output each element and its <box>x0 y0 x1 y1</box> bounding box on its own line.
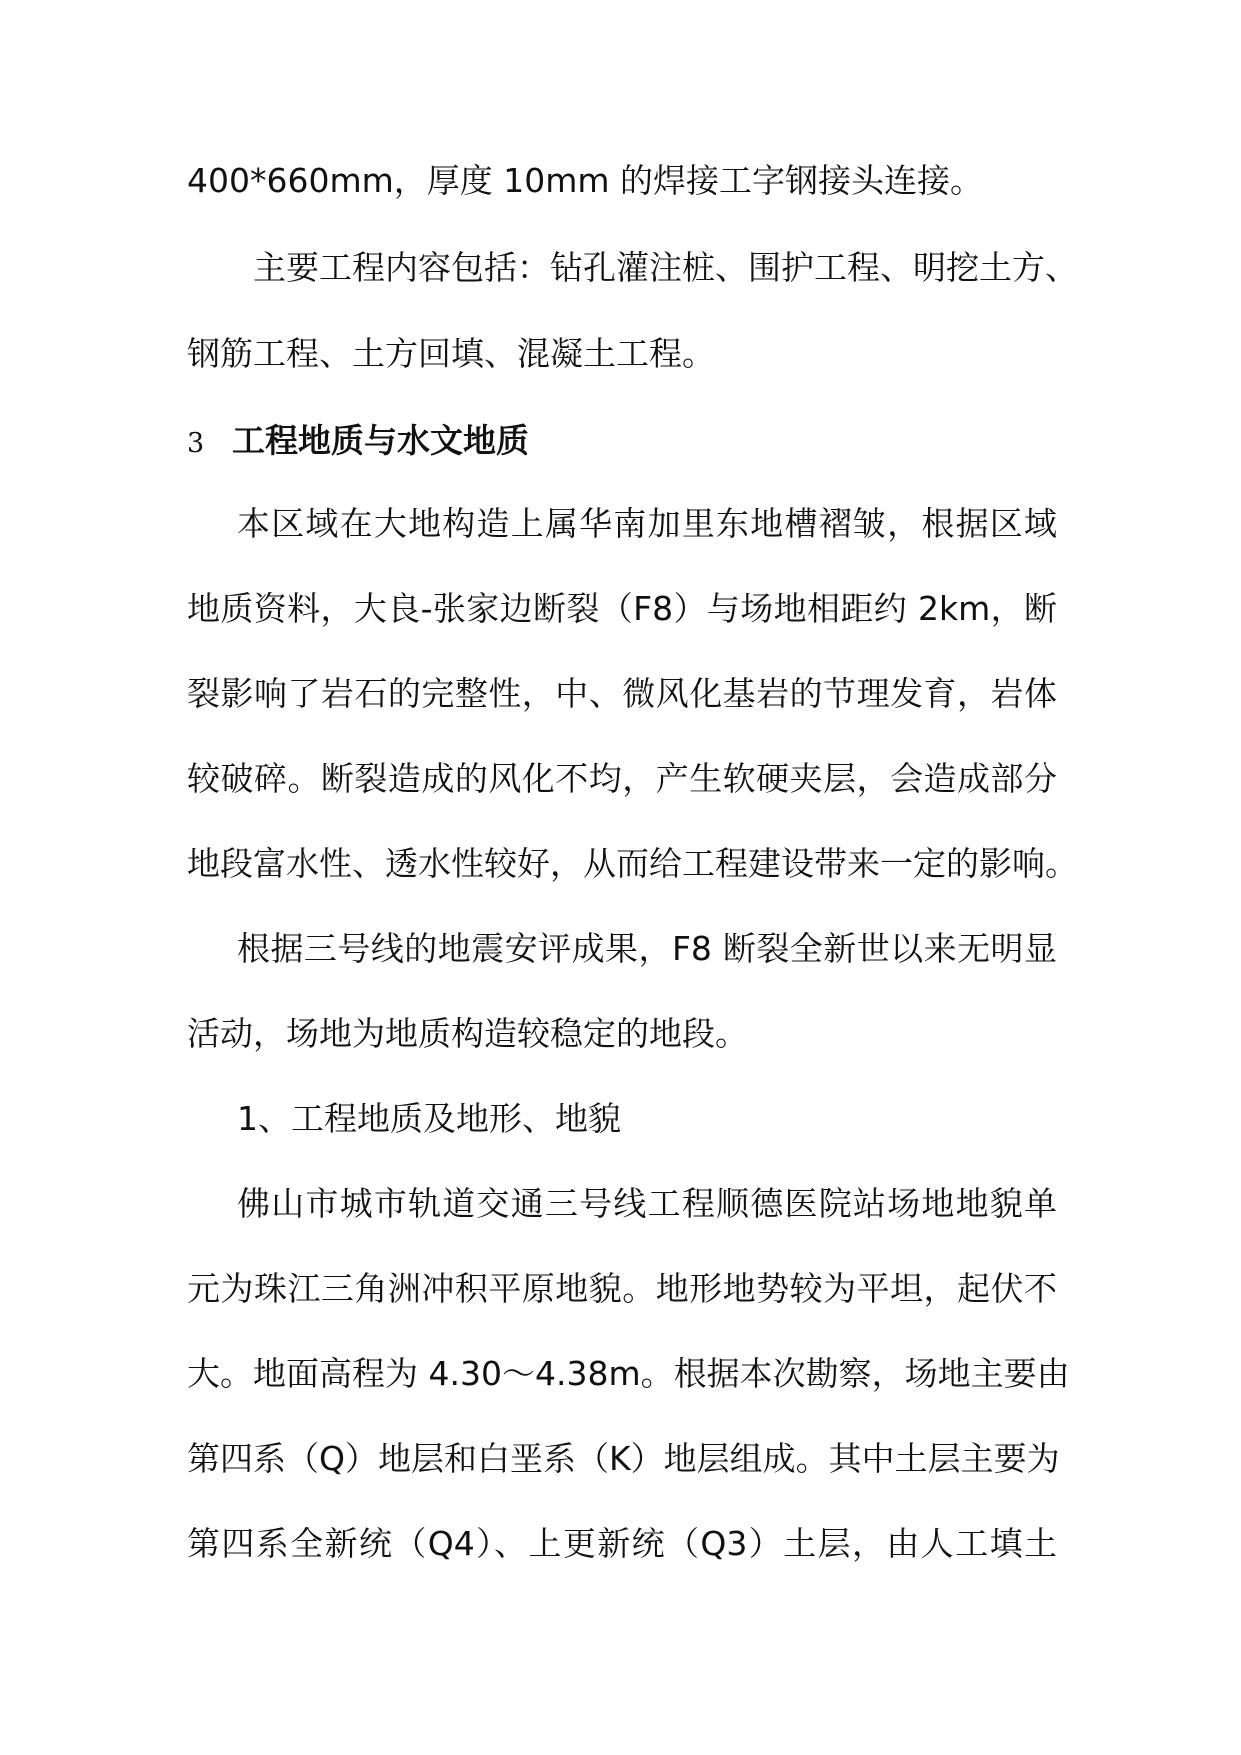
text-line: 地质资料，大良-张家边断裂（F8）与场地相距约 2km，断 <box>187 589 1057 628</box>
text-line: 地段富水性、透水性较好，从而给工程建设带来一定的影响。 <box>187 844 1078 883</box>
text-line: 根据三号线的地震安评成果，F8 断裂全新世以来无明显 <box>237 929 1057 968</box>
section-number: 3 <box>187 428 205 459</box>
text-line: 较破碎。断裂造成的风化不均，产生软硬夹层，会造成部分 <box>187 759 1057 798</box>
text-line: 400*660mm，厚度 10mm 的焊接工字钢接头连接。 <box>187 161 984 200</box>
text-line: 钢筋工程、土方回填、混凝土工程。 <box>187 334 715 373</box>
text-line: 大。地面高程为 4.30～4.38m。根据本次勘察，场地主要由 <box>187 1354 1070 1393</box>
section-heading <box>187 421 529 464</box>
text-line: 主要工程内容包括：钻孔灌注桩、围护工程、明挖土方、 <box>253 248 1078 287</box>
text-line: 裂影响了岩石的完整性，中、微风化基岩的节理发育，岩体 <box>187 674 1057 713</box>
section-title: 工程地质与水文地质 <box>232 421 529 460</box>
text-line: 佛山市城市轨道交通三号线工程顺德医院站场地地貌单 <box>237 1184 1057 1223</box>
text-line: 第四系全新统（Q4）、上更新统（Q3）土层，由人工填土 <box>187 1524 1057 1563</box>
text-line: 第四系（Q）地层和白垩系（K）地层组成。其中土层主要为 <box>187 1439 1060 1478</box>
text-line: 活动，场地为地质构造较稳定的地段。 <box>187 1014 748 1053</box>
text-line: 元为珠江三角洲冲积平原地貌。地形地势较为平坦，起伏不 <box>187 1269 1057 1308</box>
subheading: 1、工程地质及地形、地貌 <box>237 1099 621 1138</box>
text-line: 本区域在大地构造上属华南加里东地槽褶皱，根据区域 <box>237 504 1057 543</box>
